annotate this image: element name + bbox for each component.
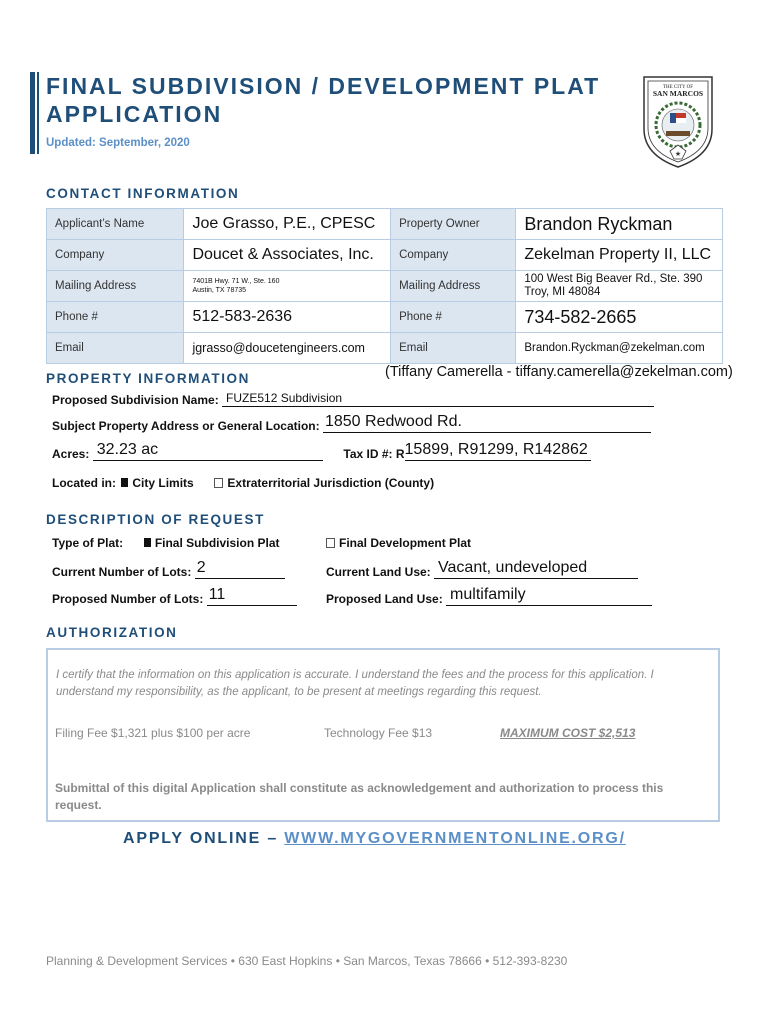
owner-company-label: Company bbox=[391, 240, 516, 271]
current-lots-label: Current Number of Lots: bbox=[52, 565, 192, 579]
proposed-lots-label: Proposed Number of Lots: bbox=[52, 592, 204, 606]
final-subdivision-checkbox[interactable] bbox=[144, 538, 151, 547]
acres-value: 32.23 ac bbox=[96, 441, 159, 458]
property-information-heading: PROPERTY INFORMATION bbox=[46, 371, 251, 386]
applicant-mailing-field[interactable] bbox=[184, 271, 391, 302]
property-address-value: 1850 Redwood Rd. bbox=[324, 413, 462, 430]
contact-information-heading: CONTACT INFORMATION bbox=[46, 186, 240, 201]
applicant-name-field[interactable]: Joe Grasso, P.E., CPESC bbox=[184, 209, 391, 240]
current-use-value: Vacant, undeveloped bbox=[438, 559, 588, 576]
applicant-phone-label: Phone # bbox=[47, 302, 184, 333]
applicant-company-label: Company bbox=[47, 240, 184, 271]
plat-type-row bbox=[52, 536, 280, 550]
city-limits-checkbox[interactable] bbox=[121, 478, 128, 487]
submittal-statement: Submittal of this digital Application shall constitute as acknowledgement and authorization to process this request. bbox=[55, 781, 664, 812]
owner-mailing-line1: 100 West Big Beaver Rd., Ste. 390 bbox=[524, 273, 703, 285]
acres-taxid-row bbox=[52, 441, 591, 461]
tax-id-field[interactable] bbox=[404, 441, 591, 461]
owner-phone-label: Phone # bbox=[391, 302, 516, 333]
owner-phone-field[interactable]: 734-582-2665 bbox=[516, 302, 723, 333]
apply-online-prefix: APPLY ONLINE – bbox=[123, 830, 285, 847]
subdivision-name-value: FUZE512 Subdivision bbox=[226, 391, 343, 405]
proposed-use-value: multifamily bbox=[450, 586, 526, 603]
owner-email-label: Email bbox=[391, 333, 516, 364]
title-accent-bar bbox=[30, 72, 35, 154]
applicant-phone-field[interactable]: 512-583-2636 bbox=[184, 302, 391, 333]
property-address-row bbox=[52, 413, 651, 433]
apply-online bbox=[123, 830, 626, 848]
tax-id-label: Tax ID #: R bbox=[343, 447, 405, 461]
current-lots-row bbox=[52, 559, 285, 579]
proposed-use-row bbox=[326, 586, 652, 606]
proposed-lots-field[interactable] bbox=[207, 586, 297, 606]
apply-online-link[interactable]: WWW.MYGOVERNMENTONLINE.ORG/ bbox=[284, 830, 626, 847]
owner-email-field[interactable]: Brandon.Ryckman@zekelman.com bbox=[516, 333, 723, 364]
subdivision-name-row bbox=[52, 392, 654, 407]
applicant-email-label: Email bbox=[47, 333, 184, 364]
etj-checkbox[interactable] bbox=[214, 478, 223, 488]
current-use-field[interactable] bbox=[434, 559, 638, 579]
tax-id-value: 15899, R91299, R142862 bbox=[404, 441, 588, 458]
proposed-lots-value: 11 bbox=[208, 586, 226, 603]
property-address-field[interactable] bbox=[323, 413, 651, 433]
current-use-label: Current Land Use: bbox=[326, 565, 431, 579]
proposed-lots-row bbox=[52, 586, 297, 606]
updated-date: Updated: September, 2020 bbox=[46, 137, 190, 149]
property-owner-label: Property Owner bbox=[391, 209, 516, 240]
seal-text-top: THE CITY OF bbox=[662, 85, 694, 90]
city-seal-logo bbox=[640, 73, 716, 169]
filing-fee: Filing Fee $1,321 plus $100 per acre bbox=[55, 726, 251, 740]
table-row bbox=[47, 240, 723, 271]
title-accent-bar-thin bbox=[37, 72, 39, 154]
final-development-label: Final Development Plat bbox=[339, 536, 472, 550]
property-owner-field[interactable]: Brandon Ryckman bbox=[516, 209, 723, 240]
acres-field[interactable] bbox=[93, 441, 323, 461]
subdivision-name-field[interactable] bbox=[222, 392, 654, 407]
current-lots-value: 2 bbox=[196, 559, 206, 576]
table-row bbox=[47, 209, 723, 240]
applicant-name-label: Applicant’s Name bbox=[47, 209, 184, 240]
table-row bbox=[47, 302, 723, 333]
description-heading: DESCRIPTION OF REQUEST bbox=[46, 512, 265, 527]
seal-text-main: SAN MARCOS bbox=[652, 89, 704, 98]
property-address-label: Subject Property Address or General Location: bbox=[52, 419, 320, 433]
applicant-company-field[interactable]: Doucet & Associates, Inc. bbox=[184, 240, 391, 271]
table-row bbox=[47, 333, 723, 364]
svg-text:★: ★ bbox=[674, 151, 682, 158]
current-lots-field[interactable] bbox=[195, 559, 285, 579]
located-in-label: Located in: bbox=[52, 476, 117, 490]
city-limits-label: City Limits bbox=[132, 476, 194, 490]
current-use-row bbox=[326, 559, 638, 579]
footer-contact: Planning & Development Services • 630 East Hopkins • San Marcos, Texas 78666 • 512-393-8230 bbox=[46, 954, 568, 968]
applicant-mailing-line1: 7401B Hwy. 71 W., Ste. 160 bbox=[192, 278, 280, 285]
final-development-checkbox[interactable] bbox=[326, 538, 335, 548]
technology-fee: Technology Fee $13 bbox=[324, 726, 433, 740]
owner-mailing-field[interactable] bbox=[516, 271, 723, 302]
owner-company-field[interactable]: Zekelman Property II, LLC bbox=[516, 240, 723, 271]
development-plat-option bbox=[324, 536, 471, 550]
acres-label: Acres: bbox=[52, 447, 90, 461]
maximum-cost: MAXIMUM COST $2,513 bbox=[500, 726, 636, 740]
applicant-email-field[interactable]: jgrasso@doucetengineers.com bbox=[184, 333, 391, 364]
authorization-box bbox=[46, 648, 720, 822]
page-title bbox=[46, 72, 626, 128]
subdivision-name-label: Proposed Subdivision Name: bbox=[52, 393, 219, 407]
applicant-mailing-line2: Austin, TX 78735 bbox=[192, 287, 247, 294]
page-title-line1: FINAL SUBDIVISION / DEVELOPMENT PLAT bbox=[46, 73, 601, 99]
authorization-heading: AUTHORIZATION bbox=[46, 625, 178, 640]
owner-mailing-label: Mailing Address bbox=[391, 271, 516, 302]
certification-text: I certify that the information on this application is accurate. I understand the fees and the process for this application. I understand my responsibility, as the applicant, to be present at meetings regarding this request. bbox=[56, 669, 654, 698]
table-row bbox=[47, 271, 723, 302]
proposed-use-field[interactable] bbox=[446, 586, 652, 606]
final-subdivision-label: Final Subdivision Plat bbox=[154, 536, 280, 550]
applicant-mailing-label: Mailing Address bbox=[47, 271, 184, 302]
proposed-use-label: Proposed Land Use: bbox=[326, 592, 443, 606]
contact-table bbox=[46, 208, 723, 364]
owner-mailing-line2: Troy, MI 48084 bbox=[524, 286, 601, 298]
page-title-line2: APPLICATION bbox=[46, 101, 223, 127]
additional-contact-note: (Tiffany Camerella - tiffany.camerella@zekelman.com) bbox=[385, 364, 733, 380]
etj-label: Extraterritorial Jurisdiction (County) bbox=[227, 476, 435, 490]
plat-type-label: Type of Plat: bbox=[52, 536, 124, 550]
located-in-row bbox=[52, 476, 434, 490]
